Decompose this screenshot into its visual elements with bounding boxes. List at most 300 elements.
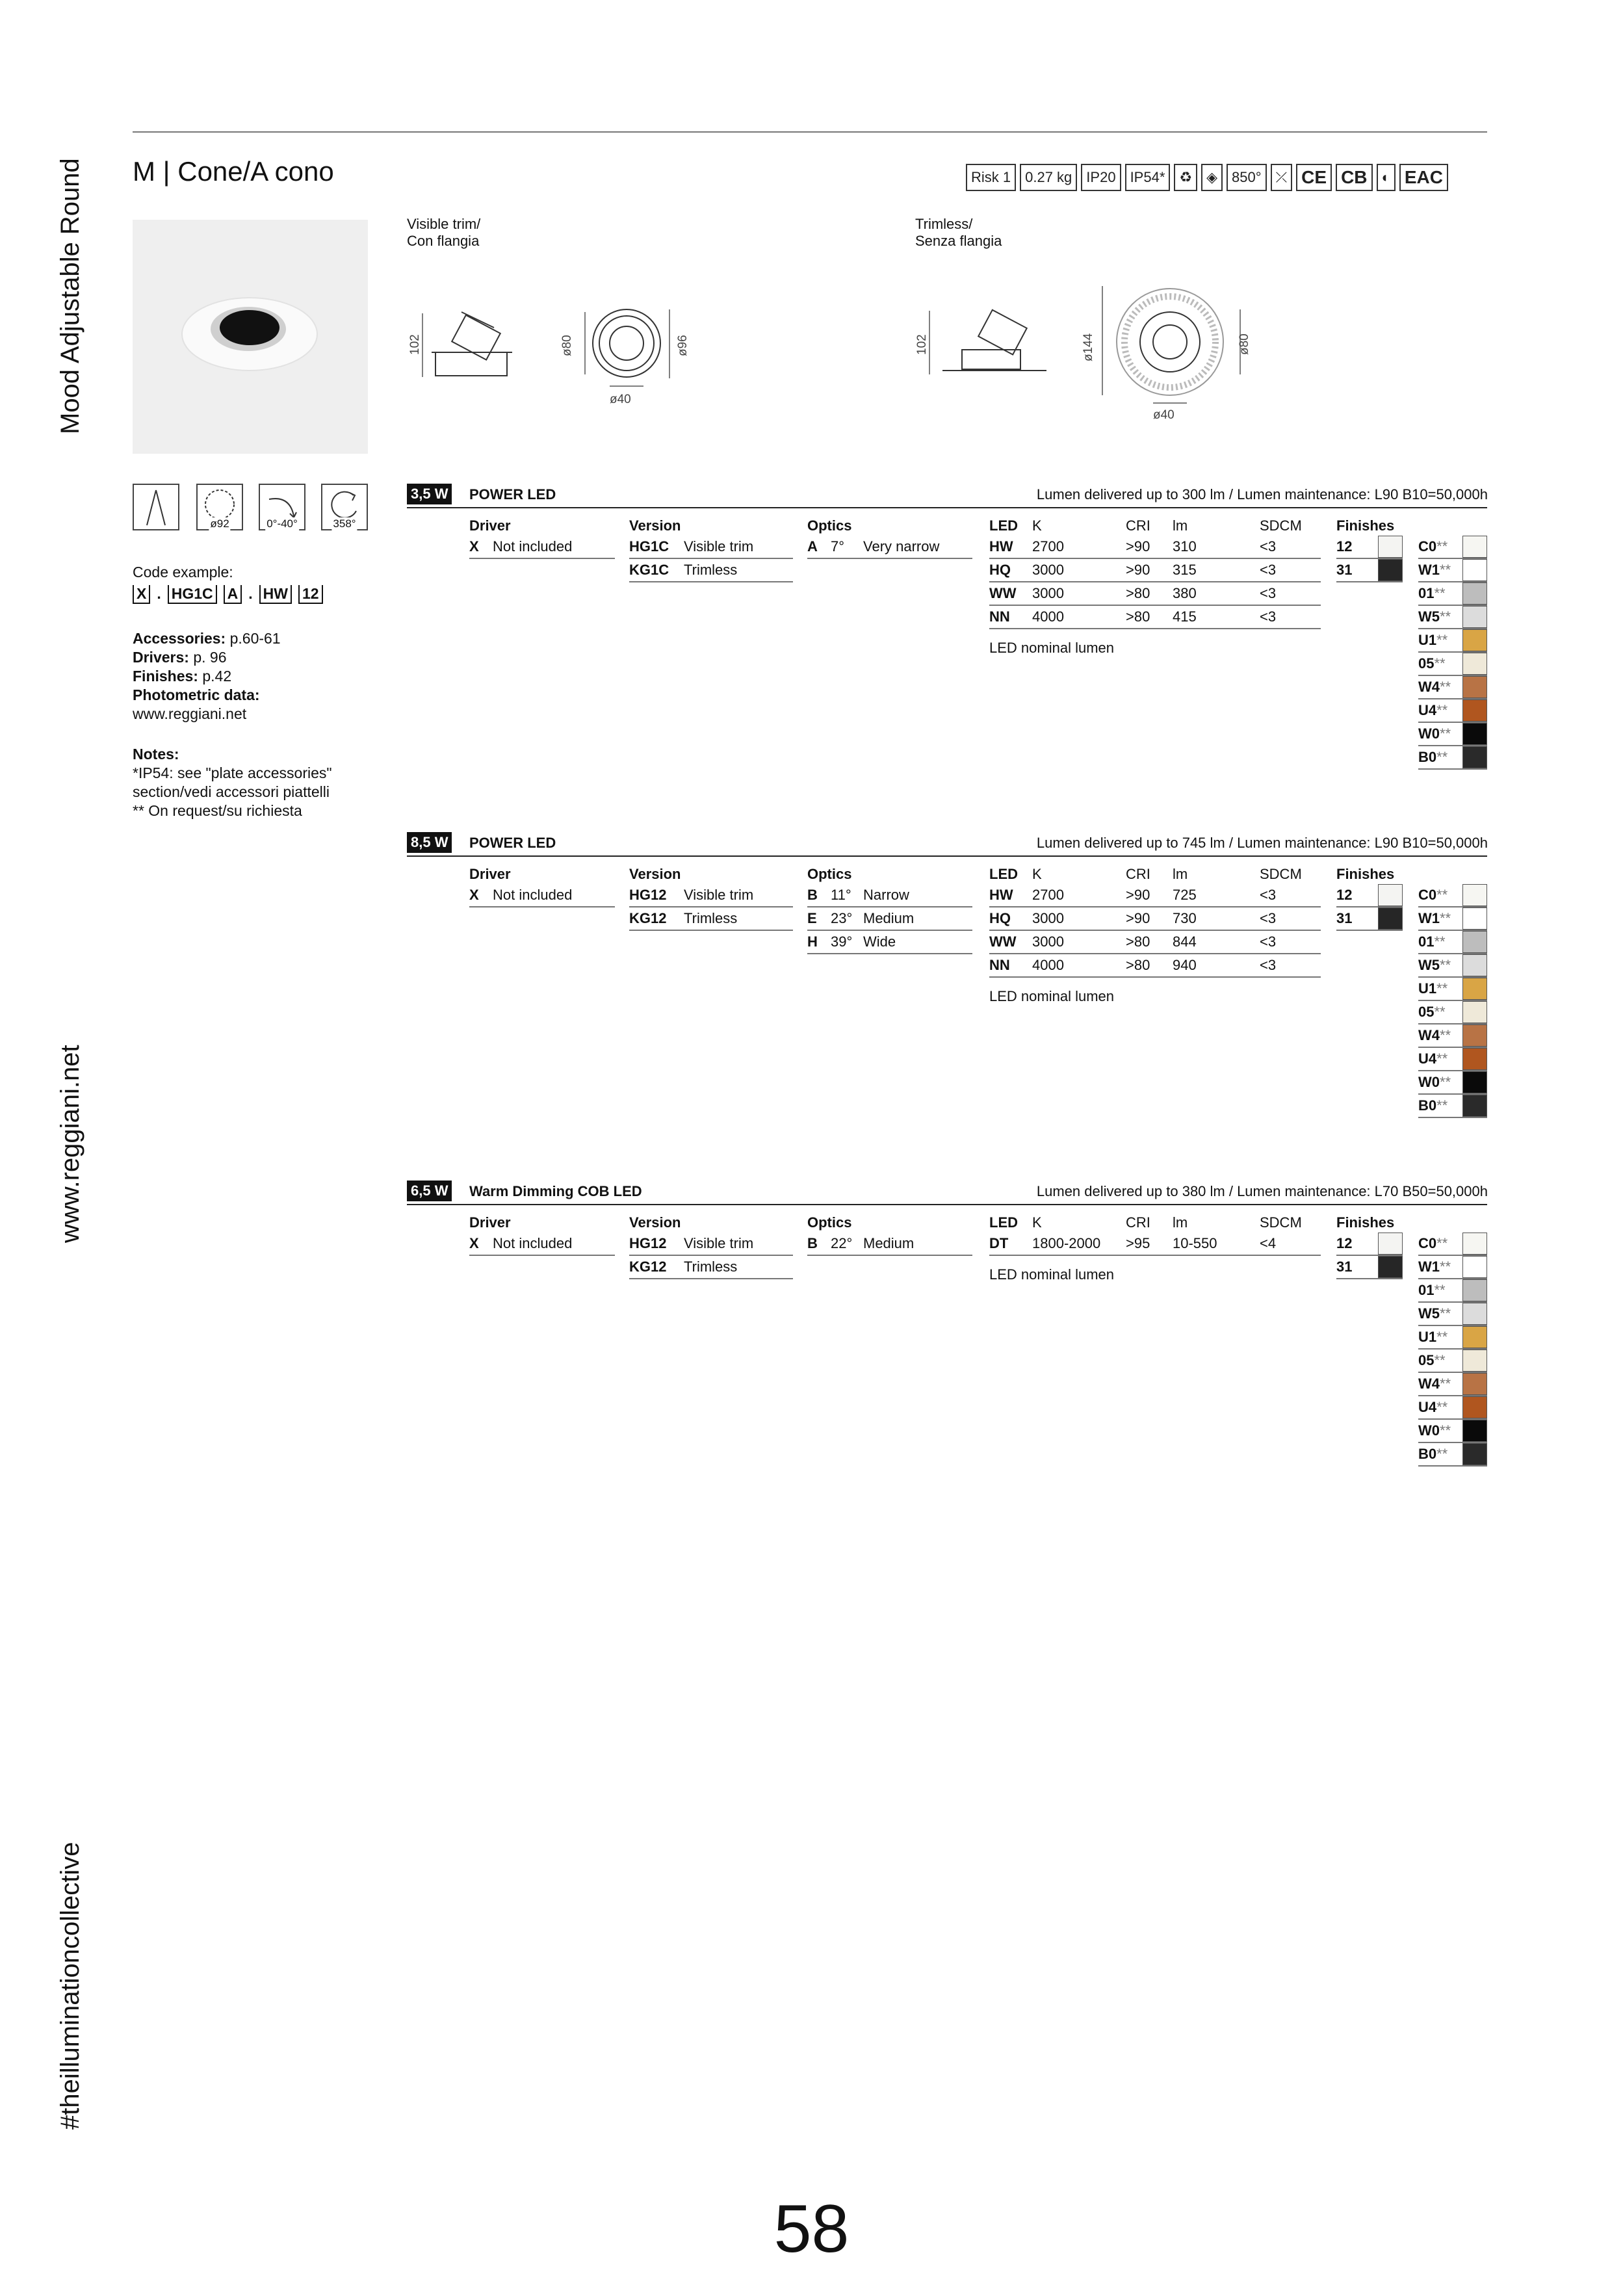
- led-lm: 310: [1173, 538, 1197, 554]
- led-header: LED: [989, 517, 1018, 534]
- finish-code: C0: [1418, 538, 1437, 554]
- code-part: X: [133, 585, 150, 604]
- finish-stars: **: [1436, 1235, 1448, 1251]
- visible-trim-front-drawing: [572, 306, 676, 390]
- finish-code: 01: [1418, 1282, 1435, 1298]
- trimless-side-drawing: [923, 303, 1053, 374]
- finish-code: U1: [1418, 980, 1437, 997]
- finish-swatch: [1462, 1256, 1487, 1278]
- optics-angle: 22°: [831, 1235, 853, 1251]
- finish-code: 12: [1336, 887, 1353, 903]
- section-name: POWER LED: [469, 835, 556, 851]
- lumen-spec: Lumen delivered up to 745 lm / Lumen maintenance: L90 B10=50,000h: [1036, 835, 1488, 851]
- led-cri: >80: [1126, 957, 1150, 973]
- led-lm: 730: [1173, 910, 1197, 926]
- trim-finish: [1418, 931, 1487, 954]
- driver-header: Driver: [469, 1214, 511, 1231]
- led-row: [989, 559, 1321, 582]
- housing-finish: [1336, 1256, 1403, 1279]
- finish-code: 05: [1418, 1352, 1435, 1368]
- trim-finish: [1418, 978, 1487, 1001]
- driver-row: [469, 884, 615, 907]
- led-sdcm: <3: [1260, 608, 1277, 625]
- finish-swatch: [1462, 1001, 1487, 1023]
- led-k: 3000: [1032, 585, 1064, 601]
- version-row: [629, 559, 793, 582]
- wattage-badge: 3,5 W: [407, 484, 452, 504]
- trim-finish: [1418, 954, 1487, 978]
- version-label: Visible trim: [684, 1235, 754, 1251]
- led-k: 3000: [1032, 933, 1064, 950]
- driver-header: Driver: [469, 517, 511, 534]
- cutout-icon: [196, 484, 243, 530]
- trim-finish: [1418, 907, 1487, 931]
- no-cover-icon: ⤫: [1271, 164, 1293, 191]
- finish-swatch: [1462, 907, 1487, 930]
- finish-swatch: [1462, 1048, 1487, 1070]
- trim-finish: [1418, 1095, 1487, 1118]
- product-photo: [133, 220, 368, 454]
- optics-label: Very narrow: [863, 538, 940, 554]
- finishes-header: Finishes: [1336, 1214, 1395, 1231]
- finish-code: 12: [1336, 538, 1353, 554]
- finish-code: W5: [1418, 957, 1440, 973]
- led-code: NN: [989, 957, 1010, 973]
- cri-header: CRI: [1126, 517, 1150, 534]
- trim-finish: [1418, 699, 1487, 723]
- driver-code: X: [469, 1235, 479, 1251]
- cri-header: CRI: [1126, 1214, 1150, 1231]
- trim-finish: [1418, 582, 1487, 606]
- led-cri: >90: [1126, 910, 1150, 926]
- wattage-badge: 8,5 W: [407, 832, 452, 853]
- finish-code: U4: [1418, 702, 1437, 718]
- finish-swatch: [1462, 536, 1487, 558]
- vt-inner-dim: ø80: [560, 335, 574, 356]
- driver-icon: ◈: [1201, 164, 1223, 191]
- tilt-icon: [259, 484, 305, 530]
- cert-badge: IP54*: [1125, 164, 1171, 191]
- k-header: K: [1032, 866, 1042, 882]
- driver-label: Not included: [493, 1235, 573, 1251]
- finish-code: B0: [1418, 1446, 1437, 1462]
- optics-code: B: [807, 1235, 818, 1251]
- led-code: DT: [989, 1235, 1009, 1251]
- finish-stars: **: [1436, 1446, 1448, 1462]
- trim-finish: [1418, 1373, 1487, 1396]
- finish-code: 31: [1336, 562, 1353, 578]
- code-part: .: [248, 585, 253, 602]
- driver-row: [469, 1233, 615, 1256]
- finish-swatch: [1378, 907, 1403, 930]
- optics-header: Optics: [807, 517, 852, 534]
- optics-code: E: [807, 910, 817, 926]
- finish-swatch: [1462, 1024, 1487, 1047]
- optics-code: H: [807, 933, 818, 950]
- cert-badge: EAC: [1399, 164, 1448, 191]
- optics-angle: 11°: [831, 887, 851, 903]
- finish-code: W1: [1418, 910, 1440, 926]
- finish-swatch: [1462, 582, 1487, 605]
- section-rule: [407, 1204, 1487, 1205]
- led-sdcm: <3: [1260, 910, 1277, 926]
- version-code: HG1C: [629, 538, 669, 554]
- driver-row: [469, 536, 615, 559]
- finish-stars: **: [1440, 1422, 1451, 1439]
- vt-outer-dim: ø96: [676, 335, 690, 356]
- optics-row: [807, 1233, 972, 1256]
- finish-code: 01: [1418, 585, 1435, 601]
- finish-code: B0: [1418, 1097, 1437, 1114]
- finish-stars: **: [1440, 1305, 1451, 1322]
- finish-code: W1: [1418, 562, 1440, 578]
- led-cri: >90: [1126, 887, 1150, 903]
- finish-swatch: [1462, 1095, 1487, 1117]
- finish-swatch: [1462, 699, 1487, 722]
- led-row: [989, 1233, 1321, 1256]
- led-k: 3000: [1032, 562, 1064, 578]
- led-code: HQ: [989, 910, 1011, 926]
- optics-label: Medium: [863, 1235, 915, 1251]
- finish-code: U1: [1418, 1329, 1437, 1345]
- certification-strip: [966, 164, 1448, 191]
- optics-row: [807, 536, 972, 559]
- finish-code: 12: [1336, 1235, 1353, 1251]
- led-k: 3000: [1032, 910, 1064, 926]
- led-code: WW: [989, 585, 1017, 601]
- trim-finish: [1418, 723, 1487, 746]
- vt-cut-dim: ø40: [610, 393, 631, 406]
- lumen-spec: Lumen delivered up to 300 lm / Lumen maintenance: L90 B10=50,000h: [1036, 486, 1488, 502]
- tl-inner-dim: ø80: [1238, 333, 1251, 355]
- finish-swatch: [1462, 1071, 1487, 1093]
- cert-badge: CE: [1296, 164, 1332, 191]
- trim-finish: [1418, 1001, 1487, 1024]
- version-row: [629, 1256, 793, 1279]
- led-lm: 315: [1173, 562, 1197, 578]
- page-number: 58: [773, 2191, 850, 2267]
- notes: Notes: *IP54: see "plate accessories" section/vedi accessori piattelli ** On request/su richiesta: [133, 746, 332, 819]
- led-sdcm: <3: [1260, 585, 1277, 601]
- led-nominal-note: LED nominal lumen: [989, 988, 1114, 1004]
- led-lm: 10-550: [1173, 1235, 1217, 1251]
- version-row: [629, 536, 793, 559]
- led-cri: >80: [1126, 933, 1150, 950]
- trim-finish: [1418, 1420, 1487, 1443]
- led-header: LED: [989, 866, 1018, 882]
- finish-code: W5: [1418, 608, 1440, 625]
- driver-code: X: [469, 538, 479, 554]
- cert-badge: CB: [1336, 164, 1372, 191]
- led-sdcm: <3: [1260, 957, 1277, 973]
- section-rule: [407, 507, 1487, 508]
- finish-swatch: [1462, 1373, 1487, 1395]
- tl-cut-dim: ø40: [1153, 408, 1175, 422]
- finish-stars: **: [1436, 1399, 1448, 1415]
- hashtag-side-label: #theilluminationcollective: [56, 1842, 84, 2130]
- cri-header: CRI: [1126, 866, 1150, 882]
- led-code: NN: [989, 608, 1010, 625]
- finish-swatch: [1462, 653, 1487, 675]
- led-lm: 725: [1173, 887, 1197, 903]
- version-header: Version: [629, 517, 681, 534]
- finish-code: 01: [1418, 933, 1435, 950]
- finish-stars: **: [1440, 1027, 1451, 1043]
- version-code: HG12: [629, 1235, 667, 1251]
- driver-label: Not included: [493, 887, 573, 903]
- finish-swatch: [1462, 1350, 1487, 1372]
- finish-code: U1: [1418, 632, 1437, 648]
- led-code: HW: [989, 538, 1013, 554]
- finish-code: 05: [1418, 1004, 1435, 1020]
- finish-code: W4: [1418, 679, 1440, 695]
- lm-header: lm: [1173, 517, 1188, 534]
- optics-angle: 23°: [831, 910, 853, 926]
- finish-swatch: [1462, 723, 1487, 745]
- beam-icon: [133, 484, 179, 530]
- code-example-label: Code example:: [133, 564, 233, 581]
- finish-stars: **: [1436, 538, 1448, 554]
- RCM-icon: ◐: [1377, 164, 1396, 191]
- led-k: 1800-2000: [1032, 1235, 1101, 1251]
- finish-code: C0: [1418, 1235, 1437, 1251]
- led-row: [989, 606, 1321, 629]
- led-row: [989, 907, 1321, 931]
- led-code: HW: [989, 887, 1013, 903]
- led-k: 2700: [1032, 887, 1064, 903]
- finish-code: W5: [1418, 1305, 1440, 1322]
- finish-swatch: [1462, 746, 1487, 768]
- finish-code: 31: [1336, 1259, 1353, 1275]
- references: Accessories: p.60-61 Drivers: p. 96 Finishes: p.42 Photometric data: www.reggiani.net: [133, 630, 281, 722]
- code-part: A: [224, 585, 242, 604]
- cert-badge: 850°: [1227, 164, 1267, 191]
- trim-finish: [1418, 1396, 1487, 1420]
- trim-finish: [1418, 559, 1487, 582]
- top-rule: [133, 131, 1487, 133]
- finish-code: W1: [1418, 1259, 1440, 1275]
- led-cri: >80: [1126, 585, 1150, 601]
- version-header: Version: [629, 1214, 681, 1231]
- led-lm: 415: [1173, 608, 1197, 625]
- rotation-icon: [321, 484, 368, 530]
- trim-finish: [1418, 653, 1487, 676]
- finish-swatch: [1462, 1420, 1487, 1442]
- finish-swatch: [1462, 1233, 1487, 1255]
- optics-header: Optics: [807, 1214, 852, 1231]
- trim-finish: [1418, 884, 1487, 907]
- optics-angle: 7°: [831, 538, 845, 554]
- finish-swatch: [1378, 1233, 1403, 1255]
- finish-stars: **: [1440, 608, 1451, 625]
- finish-code: 05: [1418, 655, 1435, 672]
- finish-stars: **: [1440, 562, 1451, 578]
- finish-code: 31: [1336, 910, 1353, 926]
- housing-finish: [1336, 536, 1403, 559]
- version-row: [629, 884, 793, 907]
- finish-swatch: [1462, 1303, 1487, 1325]
- code-part: 12: [298, 585, 323, 604]
- finish-swatch: [1378, 559, 1403, 581]
- trim-finish: [1418, 1048, 1487, 1071]
- led-row: [989, 582, 1321, 606]
- trim-finish: [1418, 606, 1487, 629]
- lumen-spec: Lumen delivered up to 380 lm / Lumen maintenance: L70 B50=50,000h: [1036, 1183, 1488, 1199]
- finishes-header: Finishes: [1336, 866, 1395, 882]
- tilt-label: 0°-40°: [266, 517, 298, 530]
- finish-stars: **: [1436, 1097, 1448, 1114]
- led-header: LED: [989, 1214, 1018, 1231]
- led-cri: >95: [1126, 1235, 1150, 1251]
- trim-finish: [1418, 1326, 1487, 1350]
- led-sdcm: <3: [1260, 538, 1277, 554]
- version-code: HG12: [629, 887, 667, 903]
- finish-code: U4: [1418, 1050, 1437, 1067]
- trim-finish: [1418, 1256, 1487, 1279]
- trim-finish: [1418, 1303, 1487, 1326]
- optics-label: Wide: [863, 933, 896, 950]
- tl-height-dim: 102: [915, 334, 929, 355]
- finish-stars: **: [1436, 702, 1448, 718]
- finish-swatch: [1462, 1443, 1487, 1465]
- code-example: [133, 585, 323, 604]
- optics-label: Medium: [863, 910, 915, 926]
- finish-swatch: [1462, 1279, 1487, 1301]
- finish-stars: **: [1440, 1074, 1451, 1090]
- led-row: [989, 931, 1321, 954]
- finish-stars: **: [1436, 980, 1448, 997]
- finish-code: W0: [1418, 725, 1440, 742]
- sdcm-header: SDCM: [1260, 866, 1302, 882]
- finish-swatch: [1462, 606, 1487, 628]
- led-cri: >90: [1126, 538, 1150, 554]
- finish-code: W4: [1418, 1027, 1440, 1043]
- trim-finish: [1418, 676, 1487, 699]
- finish-code: C0: [1418, 887, 1437, 903]
- section-name: Warm Dimming COB LED: [469, 1183, 642, 1199]
- led-k: 4000: [1032, 608, 1064, 625]
- lm-header: lm: [1173, 866, 1188, 882]
- led-k: 2700: [1032, 538, 1064, 554]
- sdcm-header: SDCM: [1260, 517, 1302, 534]
- led-row: [989, 884, 1321, 907]
- finish-swatch: [1462, 1326, 1487, 1348]
- finish-stars: **: [1436, 887, 1448, 903]
- led-k: 4000: [1032, 957, 1064, 973]
- k-header: K: [1032, 1214, 1042, 1231]
- finish-stars: **: [1440, 1259, 1451, 1275]
- family-side-label: Mood Adjustable Round: [56, 158, 84, 434]
- driver-header: Driver: [469, 866, 511, 882]
- led-nominal-note: LED nominal lumen: [989, 1266, 1114, 1283]
- finish-stars: **: [1440, 957, 1451, 973]
- optics-code: B: [807, 887, 818, 903]
- finish-swatch: [1462, 1396, 1487, 1418]
- trim-finish: [1418, 1350, 1487, 1373]
- vt-height-dim: 102: [408, 334, 422, 355]
- trim-finish: [1418, 1279, 1487, 1303]
- finish-stars: **: [1440, 1376, 1451, 1392]
- visible-trim-caption: Visible trim/ Con flangia: [407, 216, 481, 249]
- led-lm: 940: [1173, 957, 1197, 973]
- finish-stars: **: [1440, 679, 1451, 695]
- finish-stars: **: [1436, 632, 1448, 648]
- finish-swatch: [1462, 978, 1487, 1000]
- recycle-icon: ♻: [1174, 164, 1197, 191]
- finish-swatch: [1462, 676, 1487, 698]
- version-header: Version: [629, 866, 681, 882]
- visible-trim-side-drawing: [416, 306, 526, 377]
- optics-angle: 39°: [831, 933, 853, 950]
- version-label: Visible trim: [684, 538, 754, 554]
- finish-stars: **: [1440, 910, 1451, 926]
- housing-finish: [1336, 1233, 1403, 1256]
- code-part: HG1C: [168, 585, 217, 604]
- finish-swatch: [1378, 884, 1403, 906]
- cert-badge: 0.27 kg: [1020, 164, 1077, 191]
- code-part: .: [157, 585, 161, 602]
- led-lm: 380: [1173, 585, 1197, 601]
- page-title: M | Cone/A cono: [133, 156, 334, 187]
- finish-swatch: [1378, 536, 1403, 558]
- trim-finish: [1418, 1071, 1487, 1095]
- finish-stars: **: [1434, 1282, 1446, 1298]
- finish-swatch: [1462, 884, 1487, 906]
- led-code: HQ: [989, 562, 1011, 578]
- optics-row: [807, 884, 972, 907]
- trim-finish: [1418, 1233, 1487, 1256]
- finish-stars: **: [1434, 1352, 1446, 1368]
- optics-label: Narrow: [863, 887, 909, 903]
- driver-label: Not included: [493, 538, 573, 554]
- led-cri: >80: [1126, 608, 1150, 625]
- led-row: [989, 536, 1321, 559]
- finish-swatch: [1462, 954, 1487, 976]
- sdcm-header: SDCM: [1260, 1214, 1302, 1231]
- led-sdcm: <4: [1260, 1235, 1277, 1251]
- optics-header: Optics: [807, 866, 852, 882]
- optics-row: [807, 907, 972, 931]
- finish-code: W4: [1418, 1376, 1440, 1392]
- version-label: Visible trim: [684, 887, 754, 903]
- led-sdcm: <3: [1260, 562, 1277, 578]
- wattage-badge: 6,5 W: [407, 1181, 452, 1201]
- housing-finish: [1336, 559, 1403, 582]
- trim-finish: [1418, 629, 1487, 653]
- trimless-caption: Trimless/ Senza flangia: [915, 216, 1002, 249]
- version-label: Trimless: [684, 562, 738, 578]
- finish-swatch: [1462, 629, 1487, 651]
- cutout-label: ø92: [210, 517, 229, 530]
- finish-stars: **: [1436, 749, 1448, 765]
- housing-finish: [1336, 884, 1403, 907]
- finish-stars: **: [1436, 1329, 1448, 1345]
- optics-code: A: [807, 538, 818, 554]
- finish-code: W0: [1418, 1422, 1440, 1439]
- led-nominal-note: LED nominal lumen: [989, 640, 1114, 656]
- version-code: KG1C: [629, 562, 669, 578]
- rotation-label: 358°: [333, 517, 356, 530]
- version-row: [629, 907, 793, 931]
- code-part: HW: [259, 585, 292, 604]
- finish-swatch: [1462, 931, 1487, 953]
- finishes-header: Finishes: [1336, 517, 1395, 534]
- k-header: K: [1032, 517, 1042, 534]
- website-side-label: www.reggiani.net: [56, 1045, 84, 1243]
- trim-finish: [1418, 746, 1487, 770]
- version-label: Trimless: [684, 910, 738, 926]
- cert-badge: Risk 1: [966, 164, 1016, 191]
